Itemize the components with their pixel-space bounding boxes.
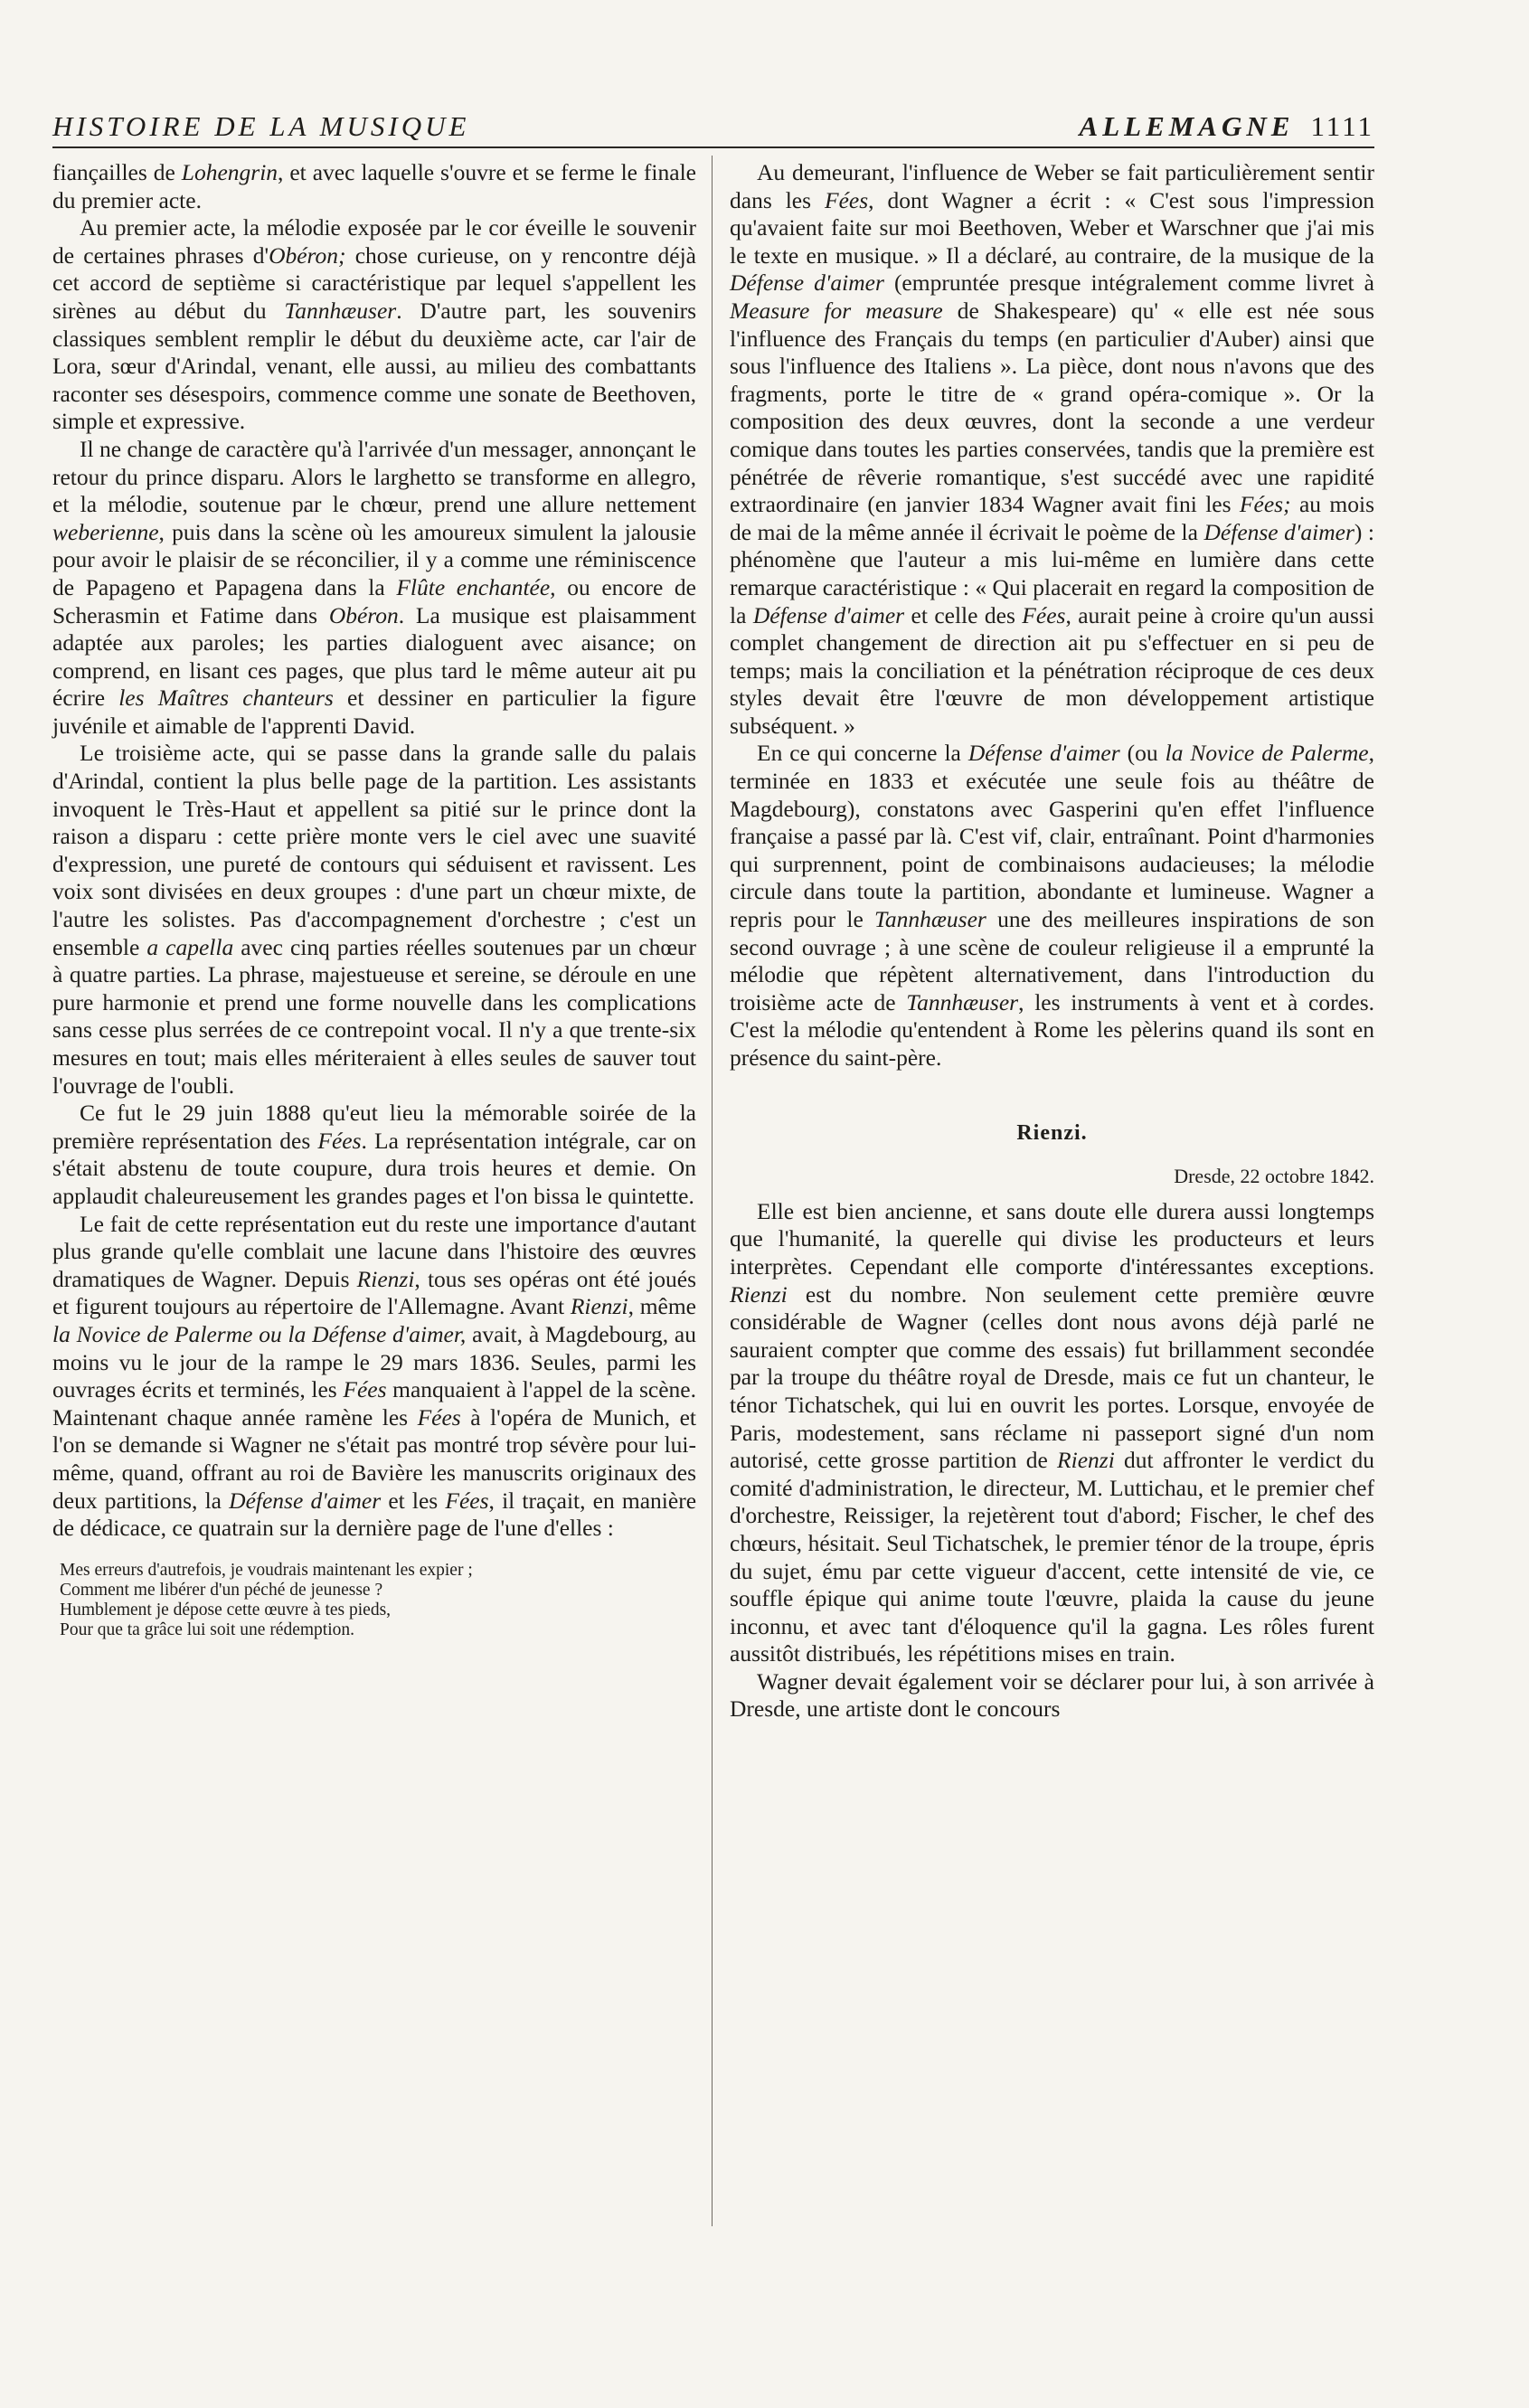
header-book-title: HISTOIRE DE LA MUSIQUE — [52, 110, 470, 142]
dateline: Dresde, 22 octobre 1842. — [1174, 1165, 1374, 1188]
header-section — [1080, 110, 1374, 143]
dedication-quatrain — [60, 1561, 696, 1640]
verse-line: Pour que ta grâce lui soit une rédemption. — [60, 1619, 354, 1639]
paragraph: Elle est bien ancienne, et sans doute elle durera aussi longtemps que l'humanité, la querelle qui divise les producteurs et leurs interprètes. Cependant elle comporte d'intéressantes exceptions. Rienzi est du nombre. Non seulement cette première œuvre considérable de Wagner (celles dont nous avons déjà parlé ne sauraient compter que comme des essais) fut brillamment secondée par la troupe du théâtre royal de Dresde, mais ce fut un chanteur, le ténor Tichatschek, qui lui en ouvrit les portes. Lorsque, envoyée de Paris, modestement, sans réclame ni passeport signé d'un nom autorisé, cette grosse partition de Rienzi dut affronter le verdict du comité d'administration, le directeur, M. Luttichau, et le premier chef d'orchestre, Reissiger, la rejetèrent tout d'abord; Fischer, le chef des chœurs, hésitait. Seul Tichatschek, le premier ténor de la troupe, épris du sujet, ému par cette vigueur d'accent, cette intensité de vie, ce souffle épique qui anime toute l'œuvre, plaida la cause du jeune inconnu, et avec tant d'éloquence qu'il la gagna. Les rôles furent aussitôt distribués, les répétitions mises en train. — [730, 1197, 1375, 1667]
verse-line: Mes erreurs d'autrefois, je voudrais maintenant les expier ; — [60, 1560, 473, 1580]
paragraph: Au demeurant, l'influence de Weber se fait particulièrement sentir dans les Fées, dont Wagner a écrit : « C'est sous l'impression qu'avaient faite sur moi Beethoven, Weber et Warschner que j'ai mis le texte en musique. » Il a déclaré, au contraire, de la musique de la Défense d'aimer (empruntée presque intégralement comme livret à Measure for measure de Shakespeare) qu' « elle est née sous l'influence des Français du temps (en particulier d'Auber) ainsi que sous l'influence des Italiens ». La pièce, dont nous n'avons que des fragments, porte le titre de « grand opéra-comique ». Or la composition des deux œuvres, dont la seconde a une verdeur comique dans toutes les parties conservées, tandis que la première est pénétrée de rêverie romantique, s'est succédé avec une rapidité extraordinaire (en janvier 1834 Wagner avait fini les Fées; au mois de mai de la même année il écrivait le poème de la Défense d'aimer) : phénomène que l'auteur a mis lui-même en lumière dans cette remarque caractéristique : « Qui placerait en regard la composition de la Défense d'aimer et celle des Fées, aurait peine à croire qu'un aussi complet changement de direction ait pu s'effectuer en si peu de temps; mais la conciliation et la pénétration réciproque de ces deux styles devait être l'œuvre de mon développement artistique subséquent. » — [730, 159, 1374, 739]
paragraph: Wagner devait également voir se déclarer pour lui, à son arrivée à Dresde, une artiste dont le concours — [730, 1667, 1374, 1723]
running-header — [52, 107, 1374, 148]
paragraph: Ce fut le 29 juin 1888 qu'eut lieu la mémorable soirée de la première représentation des Fées. La représentation intégrale, car on s'était abstenu de toute coupure, dura trois heures et demie. On applaudit chaleureusement les grandes pages et l'on bissa le quintette. — [52, 1100, 696, 1209]
verse-line: Humblement je dépose cette œuvre à tes pieds, — [60, 1600, 392, 1619]
right-column — [730, 159, 1374, 1723]
paragraph: Au premier acte, la mélodie exposée par le cor éveille le souvenir de certaines phrases d'Obéron; chose curieuse, on y rencontre déjà cet accord de septième si caractéristique par lequel s'appellent les sirènes au début du Tannhæuser. D'autre part, les souvenirs classiques semblent remplir le début du deuxième acte, car l'air de Lora, sœur d'Arindal, venant, elle aussi, au milieu des combattants raconter ses désespoirs, commence comme une sonate de Beethoven, simple et expressive. — [52, 214, 697, 435]
page-number: 1111 — [1310, 110, 1374, 142]
paragraph: En ce qui concerne la Défense d'aimer (ou la Novice de Palerme, terminée en 1833 et exécutée une seule fois au théâtre de Magdebourg), constatons avec Gasperini qu'en effet l'influence française a passé par là. C'est vif, clair, entraînant. Point d'harmonies qui surprennent, point de combinaisons audacieuses; la mélodie circule dans toute la partition, abondante et lumineuse. Wagner a repris pour le Tannhæuser une des meilleures inspirations de son second ouvrage ; à une scène de couleur religieuse il a emprunté la mélodie que répètent alternativement, dans l'introduction du troisième acte de Tannhæuser, les instruments à vent et à cordes. C'est la mélodie qu'entendent à Rome les pèlerins quand ils sont en présence du saint-père. — [730, 740, 1374, 1071]
section-heading: Rienzi. — [1016, 1120, 1088, 1145]
paragraph: fiançailles de Lohengrin, et avec laquelle s'ouvre et se ferme le finale du premier acte. — [52, 159, 696, 213]
paragraph: Le fait de cette représentation eut du reste une importance d'autant plus grande qu'elle comblait une lacune dans l'histoire des œuvres dramatiques de Wagner. Depuis Rienzi, tous ses opéras ont été joués et figurent toujours au répertoire de l'Allemagne. Avant Rienzi, même la Novice de Palerme ou la Défense d'aimer, avait, à Magdebourg, au moins vu le jour de la rampe le 29 mars 1836. Seules, parmi les ouvrages écrits et terminés, les Fées manquaient à l'appel de la scène. Maintenant chaque année ramène les Fées à l'opéra de Munich, et l'on se demande si Wagner ne s'était pas montré trop sévère pour lui-même, quand, offrant au roi de Bavière les manuscrits originaux des deux partitions, la Défense d'aimer et les Fées, il traçait, en manière de dédicace, ce quatrain sur la dernière page de l'une d'elles : — [52, 1210, 697, 1542]
paragraph: Le troisième acte, qui se passe dans la grande salle du palais d'Arindal, contient la plus belle page de la partition. Les assistants invoquent le Très-Haut et appellent sa pitié sur le prince dont la raison a disparu : cette prière monte vers le ciel avec une suavité d'expression, une pureté de contours qui séduisent et ravissent. Les voix sont divisées en deux groupes : d'une part un chœur mixte, de l'autre les solistes. Pas d'accompagnement d'orchestre ; c'est un ensemble a capella avec cinq parties réelles soutenues par un chœur à quatre parties. La phrase, majestueuse et sereine, se déroule en une pure harmonie et prend une forme nouvelle dans les complications sans cesse plus serrées de ce contrepoint vocal. Il n'y a que trente-six mesures en tout; mais elles mériteraient à elles seules de sauver tout l'ouvrage de l'oubli. — [52, 740, 696, 1099]
header-section-title: ALLEMAGNE — [1079, 110, 1295, 142]
column-divider — [712, 156, 713, 2226]
left-column — [52, 159, 696, 1640]
paragraph: Il ne change de caractère qu'à l'arrivée d'un messager, annonçant le retour du prince disparu. Alors le larghetto se transforme en allegro, et la mélodie, soutenue par le chœur, prend une allure nettement weberienne, puis dans la scène où les amoureux simulent la jalousie pour avoir le plaisir de se réconcilier, il y a comme une réminiscence de Papageno et Papagena dans la Flûte enchantée, ou encore de Scherasmin et Fatime dans Obéron. La musique est plaisamment adaptée aux paroles; les parties dialoguent avec aisance; on comprend, en lisant ces pages, que plus tard le même auteur ait pu écrire les Maîtres chanteurs et dessiner en particulier la figure juvénile et aimable de l'apprenti David. — [52, 435, 697, 739]
verse-line: Comment me libérer d'un péché de jeunesse ? — [60, 1580, 383, 1600]
